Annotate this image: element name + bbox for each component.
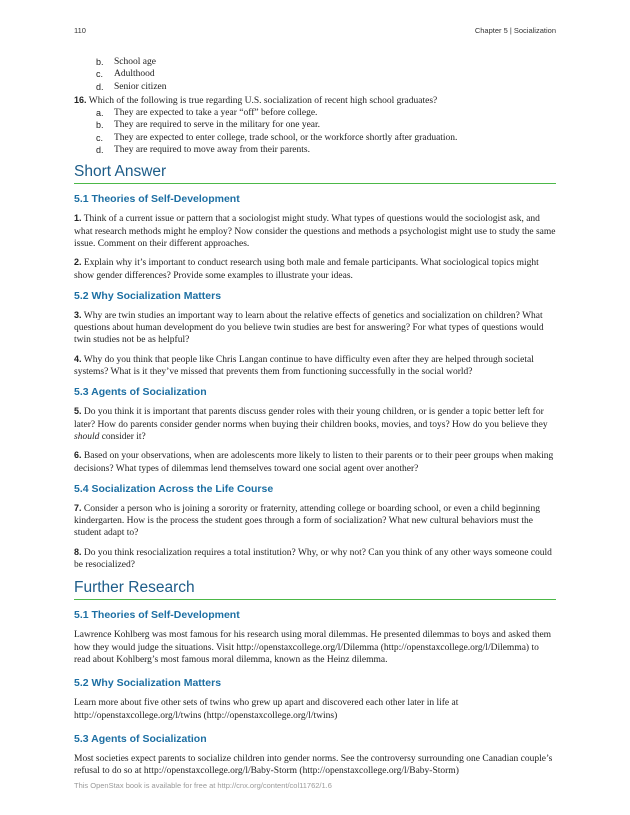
- option-item: b. School age: [96, 57, 156, 67]
- question-paragraph: 7. Consider a person who is joining a sorority or fraternity, attending college or boarding school, or even a child beginning kindergarten. How is the process the student goes through a form of socialization? What new cultural behaviors must the student adapt to?: [74, 502, 540, 539]
- option-item: b. They are required to serve in the military for one year.: [96, 120, 321, 131]
- question-stem: 16. Which of the following is true regarding U.S. socialization of recent high school graduates?: [74, 94, 438, 106]
- subsection-heading: 5.3 Agents of Socialization: [74, 732, 207, 745]
- question-number: 16.: [74, 94, 87, 105]
- page-number: 110: [74, 26, 86, 35]
- option-item: a. They are expected to take a year “off” before college.: [96, 108, 318, 119]
- options-list: [74, 107, 556, 156]
- short-answer-heading: Short Answer: [74, 163, 556, 184]
- research-paragraph: Most societies expect parents to socialize children into gender norms. See the controversy surrounding one Canadian couple’s refusal to do so at http://openstaxcollege.org/l/Baby-Storm (http://openstaxcollege.org/l/Baby-Storm): [74, 753, 553, 777]
- question-paragraph: 4. Why do you think that people like Chris Langan continue to have difficulty even after they are helped through societal systems? What is it they’ve missed that prevents them from functioning successfully in the social world?: [74, 353, 534, 378]
- subsection-heading: 5.4 Socialization Across the Life Course: [74, 482, 274, 495]
- research-paragraph: Lawrence Kohlberg was most famous for his research using moral dilemmas. He presented dilemmas to boys and asked them how they would judge the situations. Visit http://openstaxcollege.org/l/Dilemma (http://openstaxcollege.org/l/Dilemma) to read about Kohlberg’s most famous moral dilemma, known as the Heinz dilemma.: [74, 630, 552, 665]
- option-item: c. Adulthood: [96, 69, 155, 80]
- question-paragraph: 6. Based on your observations, when are adolescents more likely to listen to their parents or to their peer groups when making decisions? What types of dilemmas lend themselves toward one social agent over another?: [74, 450, 554, 474]
- question-paragraph: 3. Why are twin studies an important way to learn about the relative effects of genetics and socialization on children? What questions about human development do you believe twin studies are best for answering? For what types of questions would twin studies not be as helpful?: [74, 309, 544, 346]
- chapter-header: Chapter 5 | Socialization: [474, 26, 556, 35]
- subsection-heading: 5.2 Why Socialization Matters: [74, 677, 222, 690]
- continued-options-list: [74, 56, 556, 93]
- subsection-heading: 5.3 Agents of Socialization: [74, 386, 207, 399]
- option-item: d. Senior citizen: [96, 81, 167, 92]
- question-16: [74, 94, 556, 156]
- subsection-heading: 5.2 Why Socialization Matters: [74, 289, 222, 302]
- question-paragraph: 2. Explain why it’s important to conduct research using both male and female participants. What sociological topics might show gender differences? Provide some examples to illustrate your ideas.: [74, 257, 539, 281]
- page-content: [74, 56, 556, 777]
- subsection-heading: 5.1 Theories of Self-Development: [74, 609, 240, 622]
- subsection-heading: 5.1 Theories of Self-Development: [74, 193, 240, 206]
- question-paragraph: 1. Think of a current issue or pattern that a sociologist might study. What types of questions would the sociologist ask, and what research methods might he employ? Now consider the questions and methods a psychologist might use to study the same issue. Comment on their different approaches.: [74, 213, 556, 249]
- research-paragraph: Learn more about five other sets of twins who grew up apart and discovered each other later in life at http://openstaxcollege.org/l/twins (http://openstaxcollege.org/l/twins): [74, 698, 459, 721]
- question-paragraph: 5. Do you think it is important that parents discuss gender roles with their young children, or is gender a topic better left for later? How do parents consider gender norms when buying their children books, movies, and toys? How do you believe they should consider it?: [74, 406, 548, 442]
- further-research-heading: Further Research: [74, 579, 556, 600]
- footer-note: This OpenStax book is available for free at http://cnx.org/content/col11762/1.6: [74, 781, 332, 790]
- option-item: c. They are expected to enter college, trade school, or the workforce shortly after graduation.: [96, 132, 458, 143]
- question-paragraph: 8. Do you think resocialization requires a total institution? Why, or why not? Can you think of any other ways someone could be resocialized?: [74, 546, 552, 571]
- option-item: d. They are required to move away from their parents.: [96, 145, 310, 156]
